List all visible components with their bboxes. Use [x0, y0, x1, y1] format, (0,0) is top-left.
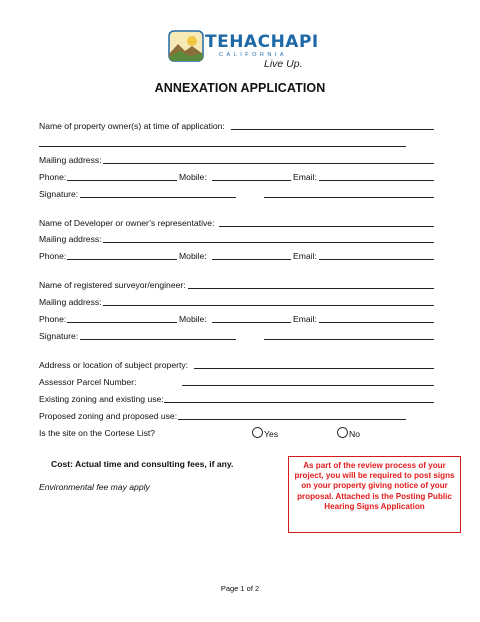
mailing-address-label: Mailing address:: [39, 234, 102, 244]
email-label: Email:: [293, 251, 317, 261]
mailing-address-field[interactable]: [103, 242, 434, 243]
owner-name-field-line2[interactable]: [39, 146, 406, 147]
page-number: Page 1 of 2: [220, 584, 260, 593]
parcel-number-label: Assessor Parcel Number:: [39, 377, 137, 387]
cortese-no-label: No: [349, 429, 360, 439]
property-address-label: Address or location of subject property:: [39, 360, 189, 370]
mobile-field[interactable]: [212, 180, 291, 181]
signature-label: Signature:: [39, 189, 79, 199]
cortese-list-label: Is the site on the Cortese List?: [39, 428, 156, 438]
cost-text: Cost: Actual time and consulting fees, if any.: [51, 459, 234, 469]
mountain-logo-icon: [168, 30, 204, 62]
signature-label: Signature:: [39, 331, 79, 341]
logo-subtitle: CALIFORNIA: [219, 52, 288, 58]
developer-name-field[interactable]: [219, 226, 434, 227]
surveyor-name-field[interactable]: [188, 288, 434, 289]
owner-name-label: Name of property owner(s) at time of application:: [39, 121, 225, 131]
signature-field[interactable]: [80, 339, 236, 340]
phone-field[interactable]: [67, 322, 177, 323]
logo-name: TEHACHAPI: [205, 32, 319, 52]
signage-notice-text: As part of the review process of your project, you will be required to post signs on your property giving notice of your proposal. Attached is the Posting Public Hearing Signs Application: [294, 461, 455, 511]
email-label: Email:: [293, 172, 317, 182]
owner-name-field[interactable]: [231, 129, 434, 130]
cortese-yes-label: Yes: [264, 429, 279, 439]
signature-field[interactable]: [80, 197, 236, 198]
cortese-no-radio[interactable]: [337, 427, 348, 438]
mobile-field[interactable]: [212, 322, 291, 323]
email-field[interactable]: [319, 322, 434, 323]
proposed-zoning-field[interactable]: [178, 419, 406, 420]
phone-label: Phone:: [39, 251, 67, 261]
phone-label: Phone:: [39, 314, 67, 324]
surveyor-name-label: Name of registered surveyor/engineer:: [39, 280, 186, 290]
mobile-label: Mobile:: [179, 251, 207, 261]
signature-date-field[interactable]: [264, 339, 434, 340]
email-field[interactable]: [319, 180, 434, 181]
property-address-field[interactable]: [194, 368, 434, 369]
cortese-yes-radio[interactable]: [252, 427, 263, 438]
existing-zoning-field[interactable]: [164, 402, 434, 403]
developer-name-label: Name of Developer or owner’s representative:: [39, 218, 215, 228]
phone-label: Phone:: [39, 172, 67, 182]
mailing-address-field[interactable]: [103, 163, 434, 164]
parcel-number-field[interactable]: [182, 385, 434, 386]
email-field[interactable]: [319, 259, 434, 260]
mobile-label: Mobile:: [179, 314, 207, 324]
mailing-address-field[interactable]: [103, 305, 434, 306]
phone-field[interactable]: [67, 259, 177, 260]
signature-date-field[interactable]: [264, 197, 434, 198]
phone-field[interactable]: [67, 180, 177, 181]
existing-zoning-label: Existing zoning and existing use:: [39, 394, 164, 404]
email-label: Email:: [293, 314, 317, 324]
mobile-label: Mobile:: [179, 172, 207, 182]
mailing-address-label: Mailing address:: [39, 155, 102, 165]
signage-notice-box: [288, 456, 461, 533]
logo-tagline: Live Up.: [264, 58, 303, 70]
proposed-zoning-label: Proposed zoning and proposed use:: [39, 411, 178, 421]
mailing-address-label: Mailing address:: [39, 297, 102, 307]
mobile-field[interactable]: [212, 259, 291, 260]
page-title: ANNEXATION APPLICATION: [154, 81, 326, 95]
environmental-fee-text: Environmental fee may apply: [39, 482, 150, 492]
